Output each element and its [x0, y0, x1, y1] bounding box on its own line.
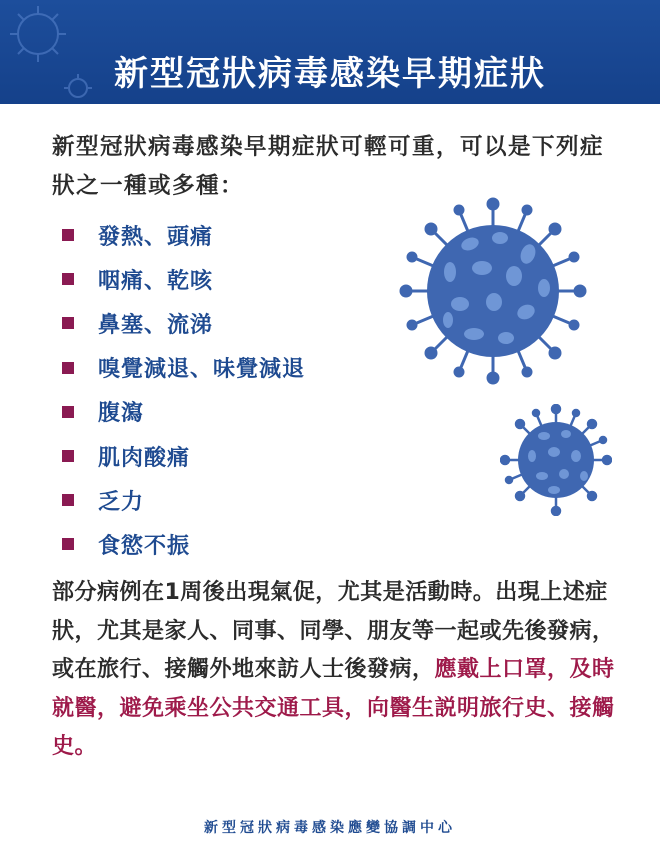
- square-bullet-icon: [62, 406, 74, 418]
- square-bullet-icon: [62, 362, 74, 374]
- symptom-label: 嗅覺減退、味覺減退: [98, 357, 306, 383]
- symptom-label: 乏力: [98, 489, 145, 515]
- advice-paragraph: [52, 574, 618, 767]
- list-item: [62, 257, 305, 301]
- symptom-label: 食慾不振: [98, 533, 191, 559]
- list-item: [62, 478, 305, 522]
- square-bullet-icon: [62, 450, 74, 462]
- virus-icon: [500, 404, 612, 516]
- header-banner: [0, 0, 660, 104]
- page-title: 新型冠狀病毒感染早期症狀: [114, 54, 546, 94]
- square-bullet-icon: [62, 273, 74, 285]
- symptom-label: 咽痛、乾咳: [98, 268, 214, 294]
- list-item: [62, 301, 305, 345]
- symptom-label: 鼻塞、流涕: [98, 312, 214, 338]
- intro-text: 新型冠狀病毒感染早期症狀可輕可重，可以是下列症狀之一種或多種：: [52, 134, 605, 199]
- list-item: [62, 390, 305, 434]
- symptom-label: 肌肉酸痛: [98, 445, 191, 471]
- footer-organization: 新型冠狀病毒感染應變協調中心: [204, 820, 456, 836]
- list-item: [62, 346, 305, 390]
- symptom-label: 腹瀉: [98, 401, 145, 427]
- symptom-list: [62, 213, 305, 567]
- advice-text: 部分病例在1周後出現氣促，尤其是活動時。出現上述症狀，尤其是家人、同事、同學、朋友等一起或先後發病，或在旅行、接觸外地來訪人士後發病，: [52, 580, 615, 682]
- symptom-label: 發熱、頭痛: [98, 224, 214, 250]
- square-bullet-icon: [62, 538, 74, 550]
- virus-icon: [398, 196, 588, 386]
- list-item: [62, 522, 305, 566]
- list-item: [62, 213, 305, 257]
- advice-highlight: 應戴上口罩，及時就醫，避免乘坐公共交通工具，向醫生説明旅行史、接觸史。: [52, 657, 615, 759]
- square-bullet-icon: [62, 229, 74, 241]
- square-bullet-icon: [62, 494, 74, 506]
- list-item: [62, 434, 305, 478]
- square-bullet-icon: [62, 317, 74, 329]
